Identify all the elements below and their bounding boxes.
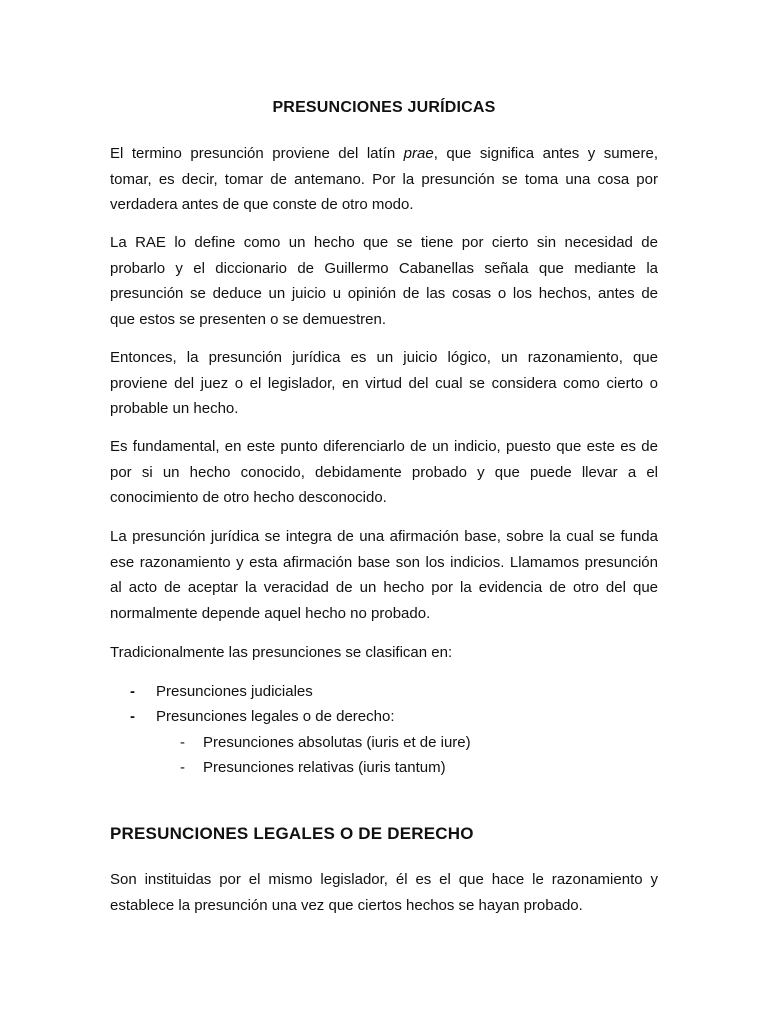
- paragraph-5-line-1: La presunción jurídica se integra de una afirmación base, sobre la cual se funda: [110, 528, 658, 545]
- paragraph-3-line-1: Entonces, la presunción jurídica es un juicio lógico, un razonamiento, que: [110, 349, 658, 366]
- paragraph-6-line-1: Tradicionalmente las presunciones se clasifican en:: [110, 644, 453, 661]
- paragraph-1-line-3: verdadera antes de que conste de otro modo.: [110, 196, 414, 214]
- paragraph-3-line-3: probable un hecho.: [110, 400, 239, 418]
- paragraph-4-line-3: conocimiento de otro hecho desconocido.: [110, 489, 387, 507]
- paragraph-5-line-3: al acto de aceptar la veracidad de un hecho por la evidencia de otro del que: [110, 579, 658, 597]
- paragraph-2-line-4: que estos se presenten o se demuestren.: [110, 311, 387, 329]
- sublist-bullet-2: -: [180, 759, 185, 776]
- paragraph-4: [110, 434, 658, 511]
- paragraph-1-line-1: [110, 141, 658, 167]
- paragraph-1-text-a: El termino presunción proviene del latín: [110, 145, 404, 162]
- paragraph-1-line-2: tomar, es decir, tomar de antemano. Por la presunción se toma una cosa por: [110, 170, 658, 188]
- sublist-item-relativas: Presunciones relativas (iuris tantum): [203, 759, 446, 776]
- paragraph-4-line-2: por si un hecho conocido, debidamente probado y que puede llevar a el: [110, 463, 658, 481]
- paragraph-2-line-2: probarlo y el diccionario de Guillermo Cabanellas señala que mediante la: [110, 259, 658, 277]
- paragraph-2: [110, 230, 658, 333]
- paragraph-7: [110, 867, 658, 918]
- paragraph-2-line-1: La RAE lo define como un hecho que se tiene por cierto sin necesidad de: [110, 234, 658, 251]
- paragraph-5-line-4: normalmente depende aquel hecho no probado.: [110, 605, 431, 623]
- list-item-judiciales: Presunciones judiciales: [156, 683, 313, 700]
- paragraph-7-line-2: establece la presunción una vez que ciertos hechos se hayan probado.: [110, 896, 583, 914]
- paragraph-6: [110, 640, 658, 666]
- list-bullet-1: -: [130, 683, 135, 700]
- sublist-bullet-1: -: [180, 734, 185, 751]
- latin-term-prae: prae: [403, 145, 434, 162]
- paragraph-7-line-1: Son instituidas por el mismo legislador, él es el que hace le razonamiento y: [110, 871, 658, 888]
- document-title: PRESUNCIONES JURÍDICAS: [272, 99, 496, 116]
- paragraph-3-line-2: proviene del juez o el legislador, en virtud del cual se considera como cierto o: [110, 374, 658, 392]
- paragraph-5: [110, 524, 658, 627]
- paragraph-4-line-1: Es fundamental, en este punto diferenciarlo de un indicio, puesto que este es de: [110, 438, 658, 455]
- sublist-item-absolutas: Presunciones absolutas (iuris et de iure): [203, 734, 471, 751]
- paragraph-1: [110, 141, 658, 218]
- paragraph-2-line-3: presunción se deduce un juicio u opinión de las cosas o los hechos, antes de: [110, 285, 658, 303]
- paragraph-1-text-c: , que significa antes y sumere,: [433, 145, 658, 162]
- section-heading: PRESUNCIONES LEGALES O DE DERECHO: [110, 824, 474, 843]
- list-item-legales: Presunciones legales o de derecho:: [156, 708, 395, 725]
- list-bullet-2: -: [130, 708, 135, 725]
- paragraph-3: [110, 345, 658, 422]
- paragraph-5-line-2: ese razonamiento y esta afirmación base son los indicios. Llamamos presunción: [110, 553, 658, 571]
